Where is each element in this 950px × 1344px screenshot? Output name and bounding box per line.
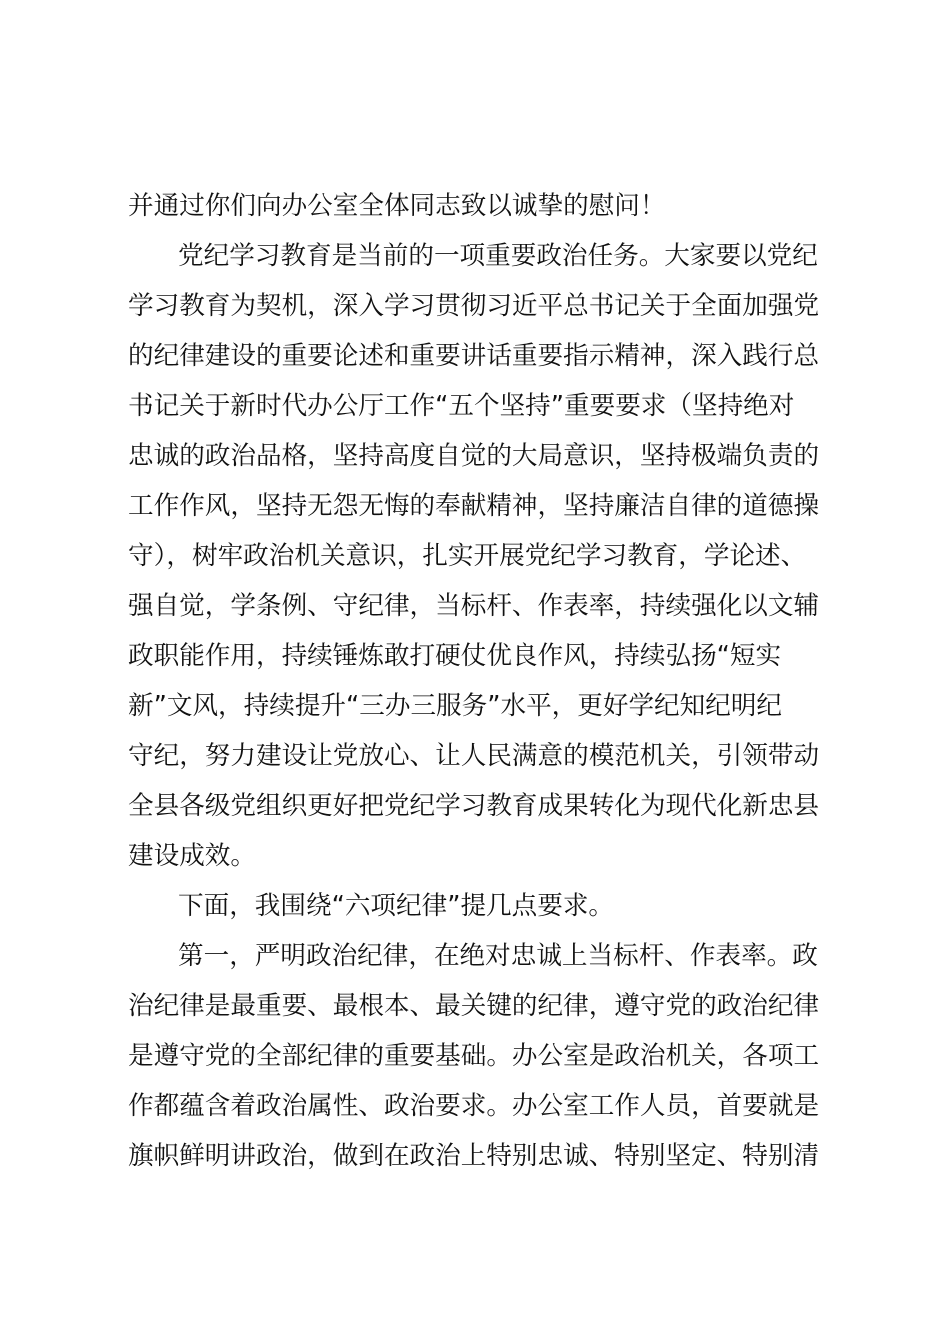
text-line-16: 第一，严明政治纪律，在绝对忠诚上当标杆、作表率。政	[178, 941, 818, 971]
text-line-10: 政职能作用，持续锤炼敢打硬仗优良作风，持续弘扬“短实	[128, 641, 782, 671]
text-line-1: 并通过你们向办公室全体同志致以诚挚的慰问！	[128, 191, 666, 221]
text-line-12: 守纪，努力建设让党放心、让人民满意的模范机关，引领带动	[128, 741, 820, 771]
text-line-11: 新”文风，持续提升“三办三服务”水平，更好学纪知纪明纪	[128, 691, 783, 721]
text-line-13: 全县各级党组织更好把党纪学习教育成果转化为现代化新忠县	[128, 791, 820, 821]
text-line-19: 作都蕴含着政治属性、政治要求。办公室工作人员，首要就是	[128, 1091, 820, 1121]
text-line-5: 书记关于新时代办公厅工作“五个坚持”重要要求（坚持绝对	[128, 391, 795, 421]
text-line-18: 是遵守党的全部纪律的重要基础。办公室是政治机关，各项工	[128, 1041, 820, 1071]
text-line-14: 建设成效。	[128, 841, 256, 871]
text-line-8: 守），树牢政治机关意识，扎实开展党纪学习教育，学论述、	[128, 541, 807, 571]
text-line-15: 下面，我围绕“六项纪律”提几点要求。	[178, 891, 615, 921]
text-line-6: 忠诚的政治品格，坚持高度自觉的大局意识，坚持极端负责的	[128, 441, 820, 471]
text-line-4: 的纪律建设的重要论述和重要讲话重要指示精神，深入践行总	[128, 341, 820, 371]
text-line-20: 旗帜鲜明讲政治，做到在政治上特别忠诚、特别坚定、特别清	[128, 1141, 820, 1171]
text-line-3: 学习教育为契机，深入学习贯彻习近平总书记关于全面加强党	[128, 291, 820, 321]
text-line-2: 党纪学习教育是当前的一项重要政治任务。大家要以党纪	[178, 241, 818, 271]
text-line-9: 强自觉，学条例、守纪律，当标杆、作表率，持续强化以文辅	[128, 591, 820, 621]
text-line-7: 工作作风，坚持无怨无悔的奉献精神，坚持廉洁自律的道德操	[128, 491, 820, 521]
text-line-17: 治纪律是最重要、最根本、最关键的纪律，遵守党的政治纪律	[128, 991, 820, 1021]
